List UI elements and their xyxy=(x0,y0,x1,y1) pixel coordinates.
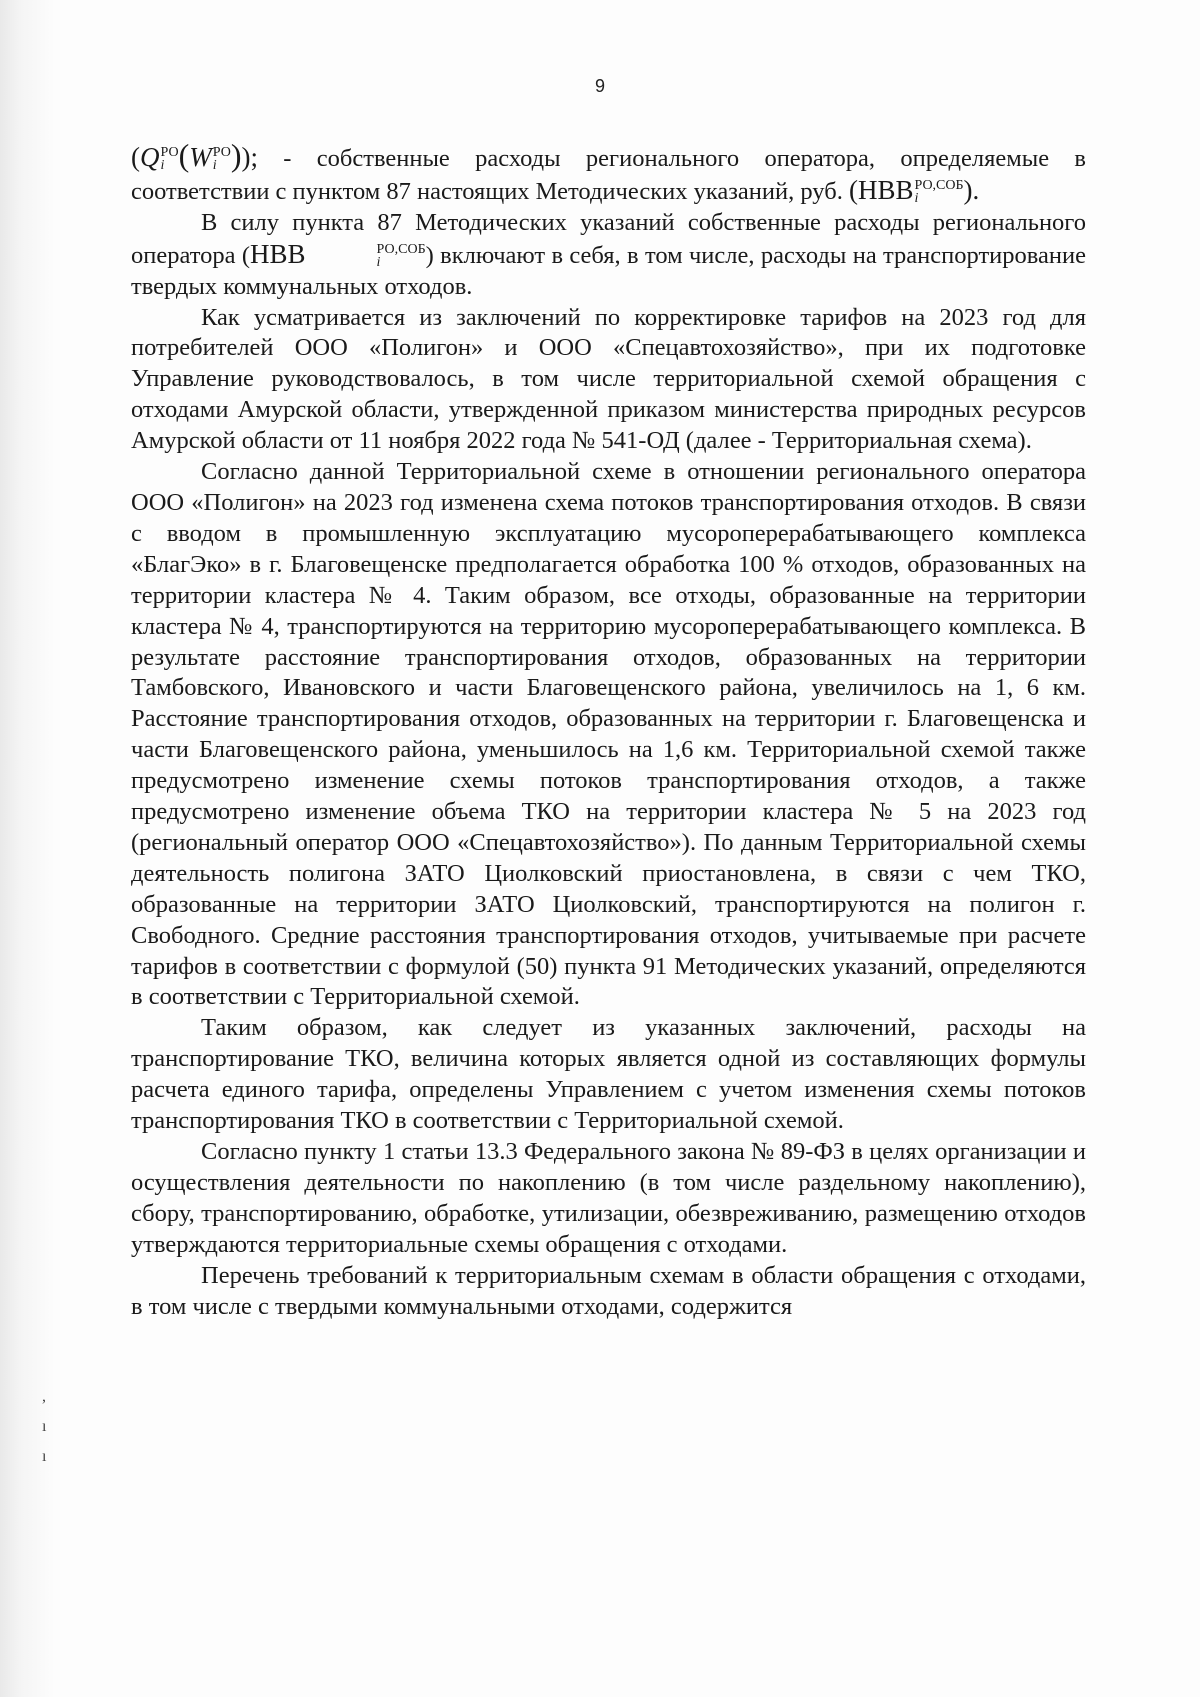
nvv-superscript-2: РО,СОБ xyxy=(376,241,426,257)
paragraph-1-text: - собственные расходы регионального оператора, определяемые в соответствии с пунктом 87 настоящих Методических указаний, руб. xyxy=(131,145,1086,205)
paragraph-2 xyxy=(131,208,1086,303)
formula-q-ro: (Q РО i (W РО i )); xyxy=(131,137,258,173)
nvv-indices xyxy=(914,180,963,205)
paragraph-2-start: В силу пункта 87 Методических указаний собственные расходы регионального оператора ( xyxy=(131,208,1086,269)
nvv-tail: ). xyxy=(963,174,980,205)
q-subscript: i xyxy=(160,157,165,173)
nvv-symbol: НВВ xyxy=(857,174,914,205)
margin-mark-1: , xyxy=(42,1388,46,1405)
scan-edge-shadow xyxy=(0,0,55,1697)
w-subscript: i xyxy=(212,157,217,173)
paragraph-6: Согласно пункту 1 статьи 13.3 Федерального закона № 89-ФЗ в целях организации и осуществления деятельности по накоплению (в том числе раздельному накоплению), сбору, транспортированию, обработке, утилизации, обезвреживанию, размещению отходов утверждаются территориальные схемы обращения с отходами. xyxy=(131,1138,1086,1258)
paragraph-2-end: ) включают в себя, в том числе, расходы на транспортирование твердых коммунальных отходов. xyxy=(131,241,1086,300)
paragraph-3: Как усматривается из заключений по корректировке тарифов на 2023 год для потребителей ООО «Полигон» и ООО «Спецавтохозяйство», при их подготовке Управление руководствовалось, в том числе территориальной схемой обращения с отходами Амурской области, утвержденной приказом министерства природных ресурсов Амурской области от 11 ноября 2022 года № 541-ОД (далее - Территориальная схема). xyxy=(131,303,1086,455)
formula-nvv-1: (НВВ РО,СОБ i ). xyxy=(848,174,980,206)
nvv-superscript: РО,СОБ xyxy=(914,178,964,194)
q-superscript: РО xyxy=(160,145,179,161)
paragraph-4: Согласно данной Территориальной схеме в отношении регионального оператора ООО «Полигон» на 2023 год изменена схема потоков транспортирования отходов. В связи с вводом в промышленную эксплуатацию мусороперерабатывающего комплекса «БлагЭко» в г. Благовещенске предполагается обработка 100 % отходов, образованных на территории кластера № 4. Таким образом, все отходы, образованные на территории кластера № 4, транспортируются на территорию мусороперерабатывающего комплекса. В результате расстояние транспортирования отходов, образованных на территории Тамбовского, Ивановского и части Благовещенского района, увеличилось на 1, 6 км. Расстояние транспортирования отходов, образованных на территории г. Благовещенска и части Благовещенского района, уменьшилось на 1,6 км. Территориальной схемой также предусмотрено изменение схемы потоков транспортирования отходов, а также предусмотрено изменение объема ТКО на территории кластера № 5 на 2023 год (региональный оператор ООО «Спецавтохозяйство»). По данным Территориальной схемы деятельность полигона ЗАТО Циолковский приостановлена, в связи с чем ТКО, образованные на территории ЗАТО Циолковский, транспортируются на полигон г. Свободного. Средние расстояния транспортирования отходов, учитываемые при расчете тарифов в соответствии с формулой (50) пункта 91 Методических указаний, определяются в соответствии с Территориальной схемой. xyxy=(131,458,1086,1011)
paragraph-7: Перечень требований к территориальным схемам в области обращения с отходами, в том числе с твердыми коммунальными отходами, содержится xyxy=(131,1261,1086,1320)
margin-mark-2: ı xyxy=(42,1418,47,1435)
nvv-subscript: i xyxy=(914,190,919,206)
margin-mark-3: ı xyxy=(42,1448,47,1465)
w-superscript: РО xyxy=(212,145,231,161)
nvv-symbol-2: НВВ xyxy=(250,238,306,269)
q-indices xyxy=(161,147,179,172)
w-indices xyxy=(213,147,231,172)
formula-nvv-2 xyxy=(250,239,426,269)
nvv-subscript-2: i xyxy=(376,254,381,270)
q-tail: ); xyxy=(241,142,258,172)
nvv-indices-2 xyxy=(307,241,426,270)
paragraph-1 xyxy=(131,137,1086,208)
q-symbol: Q xyxy=(140,142,160,172)
document-body xyxy=(131,137,1086,1322)
w-symbol: W xyxy=(189,142,212,172)
page-number: 9 xyxy=(594,76,605,96)
paragraph-5: Таким образом, как следует из указанных заключений, расходы на транспортирование ТКО, величина которых является одной из составляющих формулы расчета единого тарифа, определены Управлением с учетом изменения схемы потоков транспортирования ТКО в соответствии с Территориальной схемой. xyxy=(131,1014,1086,1135)
